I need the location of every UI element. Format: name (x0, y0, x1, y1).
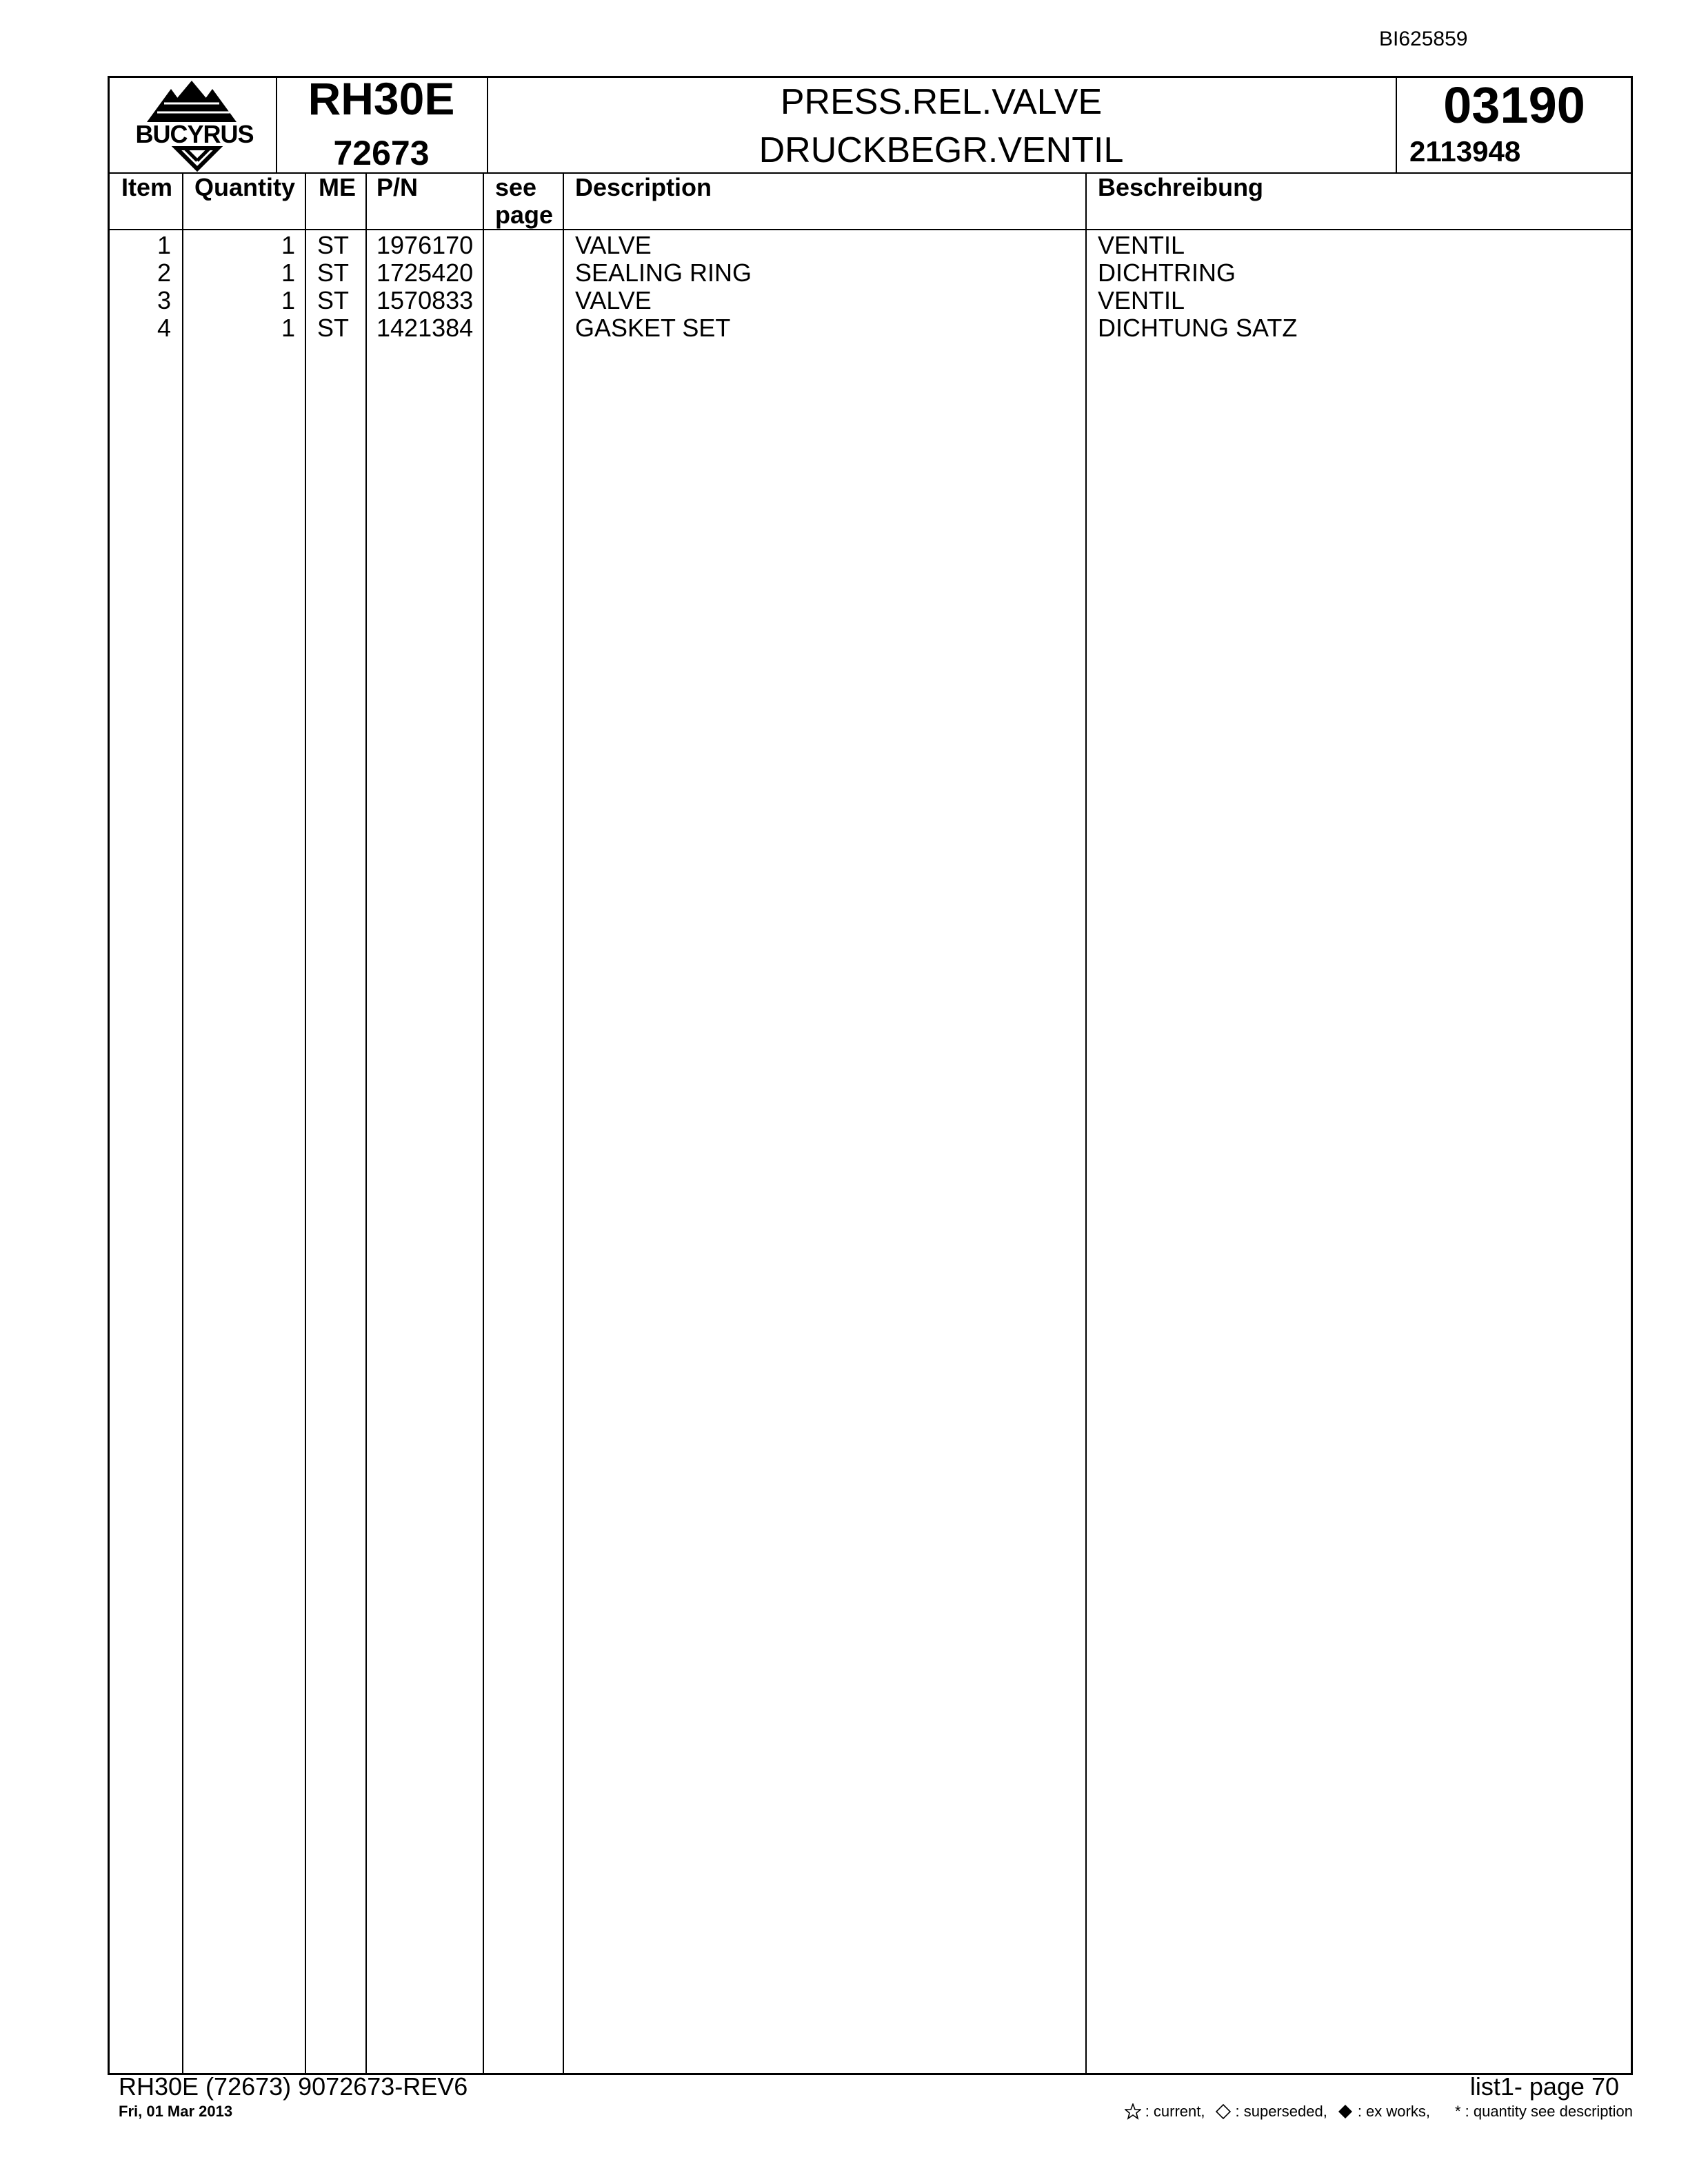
col-header-beschreibung: Beschreibung (1098, 173, 1264, 201)
row-description: VALVE (575, 231, 652, 259)
row-me: ST (317, 259, 350, 287)
column-divider (1085, 172, 1087, 2074)
row-description: VALVE (575, 286, 652, 314)
row-quantity: 1 (281, 286, 295, 314)
group-number: 03190 (1443, 77, 1585, 134)
legend-ex-works: : ex works, (1357, 2103, 1430, 2120)
row-item: 1 (157, 231, 171, 259)
column-header-rule (108, 229, 1633, 230)
row-me: ST (317, 231, 350, 259)
title-english: PRESS.REL.VALVE (780, 82, 1103, 122)
col-header-item: Item (121, 173, 173, 201)
row-quantity: 1 (281, 259, 295, 287)
footer-document-reference: RH30E (72673) 9072673-REV6 (119, 2072, 468, 2101)
column-divider (365, 172, 367, 2074)
row-quantity: 1 (281, 231, 295, 259)
row-pn: 1725420 (376, 259, 474, 287)
footer-page-info: list1- page 70 (1469, 2072, 1619, 2101)
star-outline-icon (1125, 2103, 1141, 2120)
row-me: ST (317, 314, 350, 342)
col-header-see: see (495, 173, 537, 201)
assembly-number: 2113948 (1409, 135, 1521, 168)
legend-current: : current, (1145, 2103, 1205, 2120)
col-header-page: page (495, 201, 554, 229)
footer-date: Fri, 01 Mar 2013 (119, 2103, 233, 2120)
column-divider (182, 172, 183, 2074)
footer-legend (1125, 2103, 1633, 2121)
machine-model: RH30E (308, 73, 455, 124)
legend-quantity: * : quantity see description (1454, 2103, 1633, 2120)
row-description: SEALING RING (575, 259, 752, 287)
col-header-description: Description (575, 173, 712, 201)
row-item: 2 (157, 259, 171, 287)
row-description: GASKET SET (575, 314, 731, 342)
row-beschreibung: VENTIL (1098, 231, 1185, 259)
column-divider (563, 172, 564, 2074)
col-header-me: ME (319, 173, 356, 201)
column-divider (483, 172, 484, 2074)
row-beschreibung: DICHTRING (1098, 259, 1236, 287)
row-item: 4 (157, 314, 171, 342)
col-header-pn: P/N (376, 173, 419, 201)
row-pn: 1421384 (376, 314, 474, 342)
row-pn: 1570833 (376, 286, 474, 314)
diamond-outline-icon (1215, 2103, 1232, 2120)
col-header-see-page (495, 174, 553, 229)
row-beschreibung: DICHTUNG SATZ (1098, 314, 1298, 342)
bucyrus-logo (116, 79, 276, 172)
col-header-quantity: Quantity (194, 173, 296, 201)
legend-superseded: : superseded, (1235, 2103, 1327, 2120)
row-beschreibung: VENTIL (1098, 286, 1185, 314)
parts-list-frame (108, 73, 1633, 2075)
diamond-filled-icon (1337, 2103, 1354, 2120)
row-me: ST (317, 286, 350, 314)
row-item: 3 (157, 286, 171, 314)
title-german: DRUCKBEGR.VENTIL (758, 130, 1124, 170)
machine-serial: 72673 (333, 134, 430, 172)
svg-text:BUCYRUS: BUCYRUS (135, 120, 254, 148)
document-id: BI625859 (1379, 28, 1468, 50)
row-quantity: 1 (281, 314, 295, 342)
column-divider (305, 172, 306, 2074)
row-pn: 1976170 (376, 231, 474, 259)
